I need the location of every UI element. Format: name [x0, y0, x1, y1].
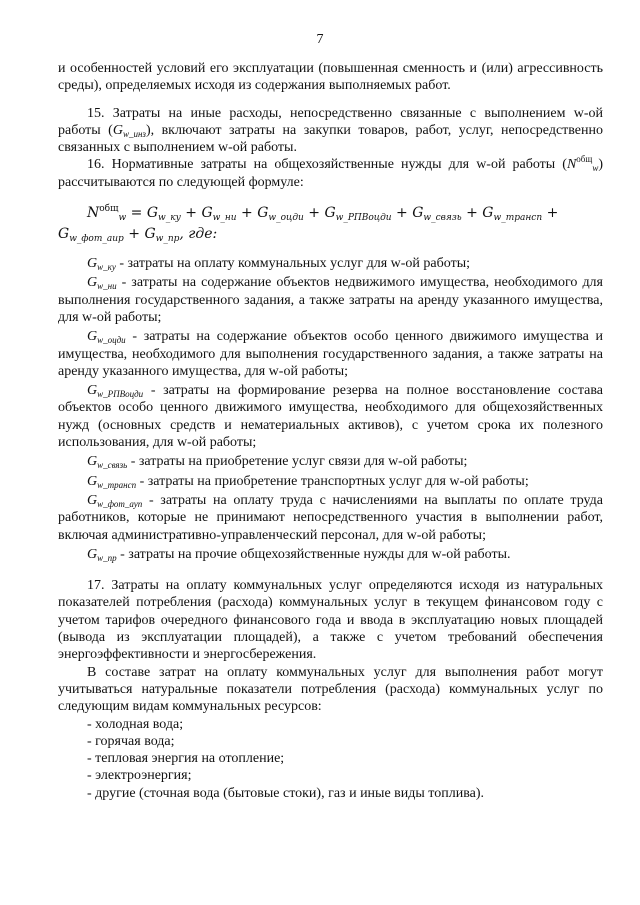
formula-operator: + [236, 205, 258, 222]
formula-term-subscript: w_связь [423, 213, 462, 224]
definition-symbol: G [87, 546, 98, 562]
formula-operator: + [123, 226, 145, 243]
definition-item [58, 328, 603, 380]
definition-symbol-subscript: w_оцди [97, 335, 126, 346]
formula-term: G [257, 205, 269, 222]
definition-symbol-subscript: w_ку [97, 262, 116, 273]
definition-text: - затраты на содержание объектов недвижимого имущества, необходимого для выполнения государственного задания, а также затраты на аренду указанного имущества, для w-ой работы; [58, 275, 603, 325]
definition-item [58, 546, 603, 563]
formula-operator: + [542, 205, 559, 222]
paragraph-item-17: 17. Затраты на оплату коммунальных услуг определяются исходя из натуральных показателей потребления (расхода) коммунальных услуг в текущем финансовом году с учетом тарифов очередного финансового года и ввода в эксплуатацию новых площадей (вывода из эксплуатации площадей), а также с учетом требований обеспечения энергоэффективности и энергосбережения. [58, 578, 603, 663]
formula-term-subscript: w_пр [155, 234, 180, 245]
definition-text: - затраты на оплату труда с начислениями на выплаты по оплате труда работников, которые не принимают непосредственного участия в выполнении работ, включая административно-управленческий персонал, для w-ой работы; [58, 492, 603, 543]
definition-text: - затраты на прочие общехозяйственные нужды для w-ой работы. [116, 546, 511, 562]
definition-symbol-subscript: w_связь [97, 460, 128, 471]
paragraph-resources-intro: В составе затрат на оплату коммунальных услуг для выполнения работ могут учитываться натуральные показатели потребления (расхода) коммунальных услуг по следующим видам коммунальных ресурсов: [58, 664, 603, 715]
definition-text: - затраты на содержание объектов особо ценного движимого имущества и имущества, необходимого для выполнения государственного задания, а также затраты на аренду указанного имущества, для w-ой работы; [58, 329, 603, 379]
formula-term-subscript: w_РПВоцди [335, 213, 392, 224]
formula-lhs-subscript: w [118, 213, 127, 224]
definition-text: - затраты на приобретение услуг связи для w-ой работы; [127, 454, 468, 470]
definition-item [58, 492, 603, 544]
formula-term-subscript: w_ни [212, 213, 237, 224]
symbol-superscript: общ [576, 154, 593, 165]
formula-operator: + [180, 205, 202, 222]
definition-item [58, 473, 603, 490]
resources-list [58, 716, 603, 802]
definition-text: - затраты на формирование резерва на полное восстановление состава объектов особо ценного движимого имущества, необходимого для общехозяйственных нужд (основных средств и нематериальных активов), с учетом срока их полезного использования, для w-ой работы; [58, 383, 603, 451]
paragraph-item-16: 16. Нормативные затраты на общехозяйственные нужды для w-ой работы $(N^{общ}_w)$ рассчитываются по следующей формуле: [58, 154, 603, 190]
formula-term-subscript: w_оцди [268, 213, 304, 224]
formula-term: G [58, 226, 70, 243]
formula-operator: + [461, 205, 483, 222]
page-number: 7 [316, 32, 324, 47]
definition-item [58, 274, 603, 326]
list-item: - холодная вода; [87, 716, 184, 732]
formula-line-1 [58, 203, 603, 224]
definition-symbol-subscript: w_трансп [97, 479, 137, 490]
symbol-subscript: w_инз [122, 128, 146, 139]
definition-symbol: G [87, 256, 98, 272]
definition-symbol: G [87, 473, 98, 489]
definition-item [58, 453, 603, 470]
symbol-n: N [566, 157, 577, 173]
formula-term: G [324, 205, 336, 222]
definition-text: - затраты на оплату коммунальных услуг для w-ой работы; [115, 256, 470, 272]
formula-term-subscript: w_трансп [493, 213, 543, 224]
definition-symbol: G [87, 383, 98, 399]
formula-term: G [412, 205, 424, 222]
definition-item [58, 382, 603, 451]
definition-symbol-subscript: w_ни [97, 281, 117, 292]
definition-item [58, 255, 603, 272]
formula-term: G [144, 226, 156, 243]
definition-symbol: G [87, 492, 98, 508]
formula-term-subscript: w_фот_аup [69, 234, 124, 245]
paragraph-continuation: и особенностей условий его эксплуатации (повышенная сменность и (или) агрессивность среды), определяемых исходя из содержания выполняемых работ. [58, 61, 603, 94]
list-item: - электроэнергия; [87, 768, 192, 784]
list-item: - другие (сточная вода (бытовые стоки), газ и иные виды топлива). [87, 785, 485, 801]
document-body [58, 60, 603, 802]
definition-text: - затраты на приобретение транспортных услуг для w-ой работы; [136, 473, 529, 489]
formula [58, 203, 603, 245]
formula-term: G [201, 205, 213, 222]
definition-symbol-subscript: w_пр [97, 552, 117, 563]
definitions-list [58, 255, 603, 563]
formula-term: G [482, 205, 494, 222]
formula-operator: + [303, 205, 325, 222]
formula-operator: = [126, 205, 147, 222]
definition-symbol-subscript: w_фот_ауп [97, 498, 143, 509]
formula-tail: , где: [179, 226, 218, 243]
definition-symbol: G [87, 275, 98, 291]
formula-operator: + [391, 205, 413, 222]
formula-lhs: N [87, 205, 100, 222]
formula-line-2 [58, 224, 603, 245]
list-item: - горячая вода; [87, 733, 175, 749]
paragraph-item-15: 15. Затраты на иные расходы, непосредственно связанные с выполнением w-ой работы $(G_{w\_инз})$, включают затраты на закупки товаров, работ, услуг, непосредственно связанных с выполнением w-ой работы. [58, 105, 603, 156]
formula-term: G [146, 205, 159, 222]
symbol-g: G [112, 122, 123, 138]
definition-symbol: G [87, 329, 98, 345]
list-item: - тепловая энергия на отопление; [87, 751, 285, 767]
definition-symbol-subscript: w_РПВоцди [97, 389, 144, 400]
definition-symbol: G [87, 454, 98, 470]
formula-term-subscript: w_ку [158, 213, 181, 224]
symbol-subscript: w [592, 163, 599, 174]
formula-lhs-superscript: общ [99, 204, 119, 215]
